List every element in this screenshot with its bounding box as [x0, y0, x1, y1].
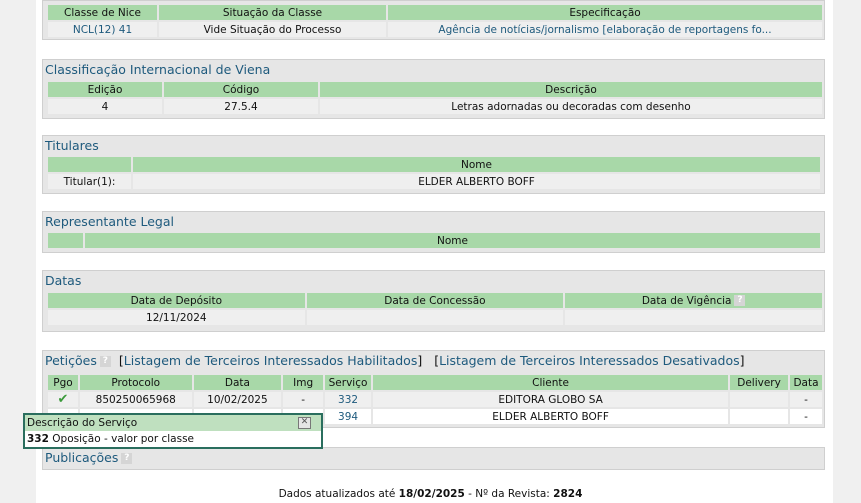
cliente: ELDER ALBERTO BOFF — [373, 409, 728, 424]
data2: - — [790, 392, 822, 407]
datas-header-concessao: Data de Concessão — [307, 293, 564, 308]
nice-table — [46, 3, 824, 39]
viena-descricao: Letras adornadas ou decoradas com desenho — [320, 99, 822, 114]
datas-header-vigencia — [565, 293, 822, 308]
viena-title: Classificação Internacional de Viena — [45, 62, 271, 77]
bracket: ] — [417, 353, 423, 368]
popup-text: Oposição - valor por classe — [52, 433, 195, 445]
viena-edicao: 4 — [48, 99, 162, 114]
titulares-header-empty — [48, 157, 131, 172]
representante-title: Representante Legal — [45, 214, 174, 229]
popup-body — [25, 431, 321, 447]
peticoes-header-delivery: Delivery — [730, 375, 788, 390]
check-icon: ✔ — [57, 392, 69, 407]
titulares-title: Titulares — [45, 138, 99, 153]
datas-header-deposito: Data de Depósito — [48, 293, 305, 308]
servico-link[interactable]: 332 — [325, 392, 371, 407]
img: - — [283, 392, 323, 407]
bracket: [ — [118, 353, 124, 368]
popup-title: Descrição do Serviço — [27, 417, 138, 429]
datas-header-vigencia-label: Data de Vigência — [641, 294, 732, 307]
cliente: EDITORA GLOBO SA — [373, 392, 728, 407]
peticoes-header-protocolo: Protocolo — [80, 375, 192, 390]
viena-header-descricao: Descrição — [320, 82, 822, 97]
peticoes-header-cliente: Cliente — [373, 375, 728, 390]
close-icon[interactable]: ✕ — [298, 417, 311, 429]
datas-title: Datas — [45, 273, 82, 288]
footer-date: 18/02/2025 — [398, 488, 465, 500]
titular-label: Titular(1): — [48, 174, 131, 189]
titulares-table — [46, 155, 822, 191]
publicacoes-title-row — [45, 450, 132, 465]
protocolo: 850250065968 — [80, 392, 192, 407]
pgo-cell — [48, 392, 78, 407]
viena-section — [42, 59, 825, 119]
bracket: ] — [739, 353, 745, 368]
representante-header-nome: Nome — [85, 233, 820, 248]
peticoes-title: Petições — [45, 353, 97, 368]
publicacoes-section — [42, 447, 825, 470]
bracket: [ — [434, 353, 440, 368]
delivery — [730, 392, 788, 407]
viena-table — [46, 80, 824, 116]
data: 10/02/2025 — [194, 392, 282, 407]
help-icon[interactable]: ? — [100, 356, 111, 367]
nice-header-especificacao: Especificação — [388, 5, 822, 20]
data2: - — [790, 409, 822, 424]
popup-header — [25, 415, 321, 431]
titulares-section — [42, 135, 825, 194]
nice-header-classe: Classe de Nice — [48, 5, 157, 20]
representante-table — [46, 231, 822, 250]
link-terceiros-habilitados[interactable]: Listagem de Terceiros Interessados Habilitados — [123, 353, 418, 368]
servico-popup — [23, 413, 323, 449]
nice-situacao: Vide Situação do Processo — [159, 22, 386, 37]
footer — [0, 488, 861, 500]
delivery — [730, 409, 788, 424]
representante-section — [42, 211, 825, 253]
peticoes-title-row — [45, 353, 745, 368]
viena-header-edicao: Edição — [48, 82, 162, 97]
data-concessao — [307, 310, 564, 325]
servico-link[interactable]: 394 — [325, 409, 371, 424]
footer-sep: - Nº da Revista: — [468, 488, 550, 500]
peticoes-header-data: Data — [194, 375, 282, 390]
peticoes-header-data2: Data — [790, 375, 822, 390]
representante-header-empty — [48, 233, 83, 248]
nice-classe-link[interactable]: NCL(12) 41 — [48, 22, 157, 37]
help-icon[interactable]: ? — [734, 295, 745, 306]
footer-prefix: Dados atualizados até — [278, 488, 396, 500]
nice-section — [42, 0, 825, 40]
help-icon[interactable]: ? — [121, 453, 132, 464]
publicacoes-title: Publicações — [45, 450, 119, 465]
titulares-header-nome: Nome — [133, 157, 820, 172]
titular-nome: ELDER ALBERTO BOFF — [133, 174, 820, 189]
footer-revista: 2824 — [553, 488, 583, 500]
data-vigencia — [565, 310, 822, 325]
nice-header-situacao: Situação da Classe — [159, 5, 386, 20]
peticoes-header-servico: Serviço — [325, 375, 371, 390]
peticoes-header-img: Img — [283, 375, 323, 390]
nice-especificacao-link[interactable]: Agência de notícias/jornalismo [elaboração de reportagens fo... — [388, 22, 822, 37]
viena-header-codigo: Código — [164, 82, 318, 97]
table-row — [48, 392, 822, 407]
peticoes-header-pgo: Pgo — [48, 375, 78, 390]
viena-codigo: 27.5.4 — [164, 99, 318, 114]
datas-table — [46, 291, 824, 327]
link-terceiros-desativados[interactable]: Listagem de Terceiros Interessados Desativados — [439, 353, 740, 368]
datas-section — [42, 270, 825, 332]
data-deposito: 12/11/2024 — [48, 310, 305, 325]
popup-code: 332 — [27, 433, 49, 445]
